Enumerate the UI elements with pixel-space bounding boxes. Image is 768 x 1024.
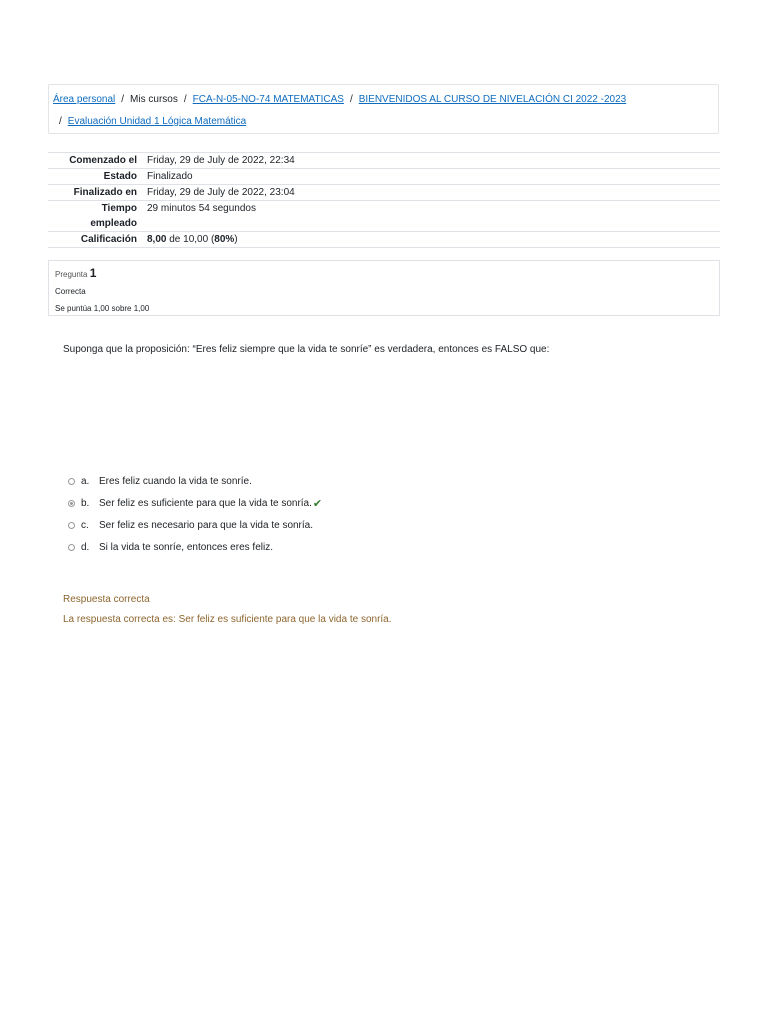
answer-text: Ser feliz es suficiente para que la vida te sonría. bbox=[99, 497, 312, 509]
summary-row-started bbox=[48, 153, 720, 169]
summary-row-state bbox=[48, 169, 720, 185]
finished-value: Friday, 29 de July de 2022, 23:04 bbox=[147, 185, 720, 201]
summary-row-grade bbox=[48, 232, 720, 248]
answer-option-d[interactable] bbox=[68, 536, 322, 558]
time-value: 29 minutos 54 segundos bbox=[147, 201, 720, 232]
answer-option-a[interactable] bbox=[68, 470, 322, 492]
breadcrumb bbox=[48, 84, 719, 134]
breadcrumb-item-mis-cursos: Mis cursos bbox=[130, 94, 178, 105]
state-value: Finalizado bbox=[147, 169, 720, 185]
answer-letter: a. bbox=[81, 475, 90, 487]
radio-icon[interactable] bbox=[68, 522, 75, 529]
finished-label: Finalizado en bbox=[48, 185, 147, 201]
grade-value bbox=[147, 232, 720, 248]
radio-icon[interactable] bbox=[68, 478, 75, 485]
quiz-summary-table bbox=[48, 152, 720, 248]
answer-text: Si la vida te sonríe, entonces eres feliz. bbox=[99, 541, 273, 553]
grade-rest: de 10,00 ( bbox=[166, 234, 215, 245]
started-label: Comenzado el bbox=[48, 153, 147, 169]
breadcrumb-separator: / bbox=[59, 116, 62, 127]
question-label: Pregunta bbox=[55, 270, 88, 279]
breadcrumb-link-section[interactable]: BIENVENIDOS AL CURSO DE NIVELACIÓN CI 2022 -2023 bbox=[358, 94, 627, 105]
answer-text: Ser feliz es necesario para que la vida te sonría. bbox=[99, 519, 314, 531]
question-status: Correcta bbox=[55, 287, 86, 296]
breadcrumb-link-area-personal[interactable]: Área personal bbox=[53, 94, 116, 105]
feedback-correct-answer: La respuesta correcta es: Ser feliz es suficiente para que la vida te sonría. bbox=[63, 614, 392, 625]
question-text: Suponga que la proposición: “Eres feliz siempre que la vida te sonríe” es verdadera, entonces es FALSO que: bbox=[63, 344, 550, 355]
state-label: Estado bbox=[48, 169, 147, 185]
question-info-box bbox=[48, 260, 720, 316]
breadcrumb-separator: / bbox=[121, 94, 125, 105]
started-value: Friday, 29 de July de 2022, 22:34 bbox=[147, 153, 720, 169]
answer-option-b[interactable] bbox=[68, 492, 322, 514]
grade-label: Calificación bbox=[48, 232, 147, 248]
breadcrumb-separator: / bbox=[349, 94, 353, 105]
question-number: 1 bbox=[89, 266, 97, 280]
answer-letter: c. bbox=[81, 519, 89, 531]
feedback-status: Respuesta correcta bbox=[63, 594, 150, 605]
answer-letter: d. bbox=[81, 541, 90, 553]
radio-selected-icon[interactable] bbox=[68, 500, 75, 507]
grade-score: 8,00 bbox=[147, 234, 167, 245]
answer-option-c[interactable] bbox=[68, 514, 322, 536]
radio-icon[interactable] bbox=[68, 544, 75, 551]
answer-options bbox=[68, 470, 322, 558]
time-label-line2: empleado bbox=[90, 218, 137, 229]
feedback-box bbox=[63, 590, 392, 630]
breadcrumb-separator: / bbox=[183, 94, 187, 105]
time-label bbox=[48, 201, 147, 232]
summary-row-finished bbox=[48, 185, 720, 201]
answer-text: Eres feliz cuando la vida te sonríe. bbox=[99, 475, 252, 487]
answer-letter: b. bbox=[81, 497, 90, 509]
breadcrumb-link-course[interactable]: FCA-N-05-NO-74 MATEMATICAS bbox=[192, 94, 344, 105]
check-icon: ✔ bbox=[312, 497, 323, 510]
question-mark: Se puntúa 1,00 sobre 1,00 bbox=[55, 304, 150, 313]
summary-row-time bbox=[48, 201, 720, 232]
breadcrumb-link-quiz[interactable]: Evaluación Unidad 1 Lógica Matemática bbox=[67, 116, 247, 127]
grade-percent: 80% bbox=[214, 234, 235, 245]
grade-end: ) bbox=[234, 234, 238, 245]
time-label-line1: Tiempo bbox=[101, 203, 137, 214]
